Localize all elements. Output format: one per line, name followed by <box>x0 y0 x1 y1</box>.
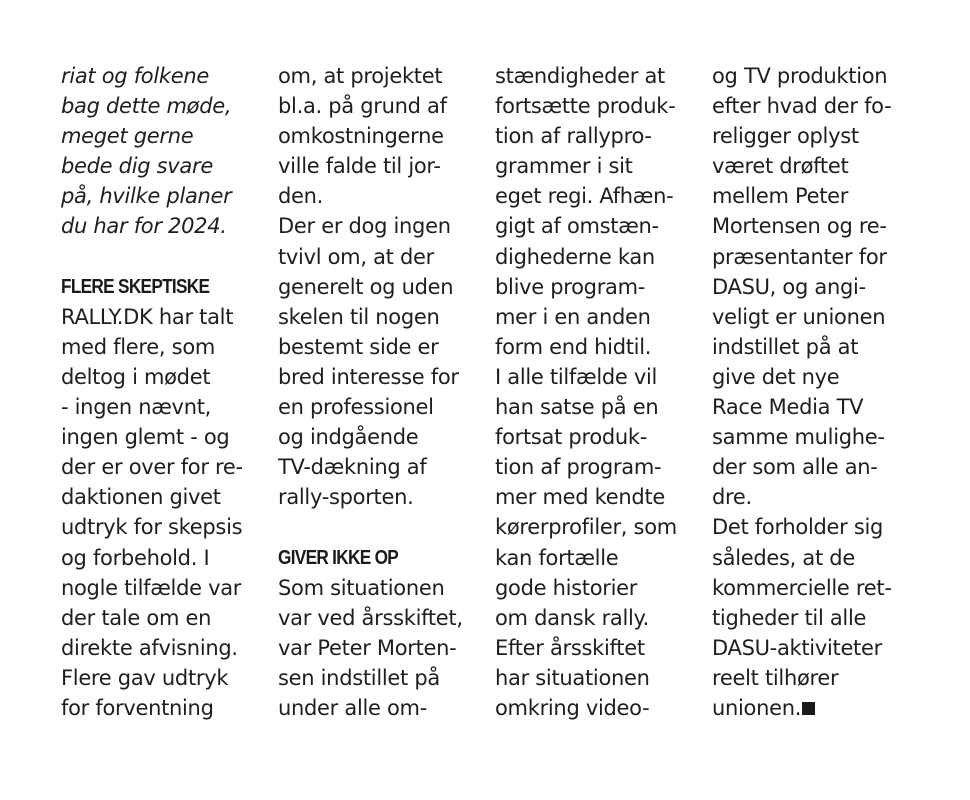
body-text-line <box>712 482 922 512</box>
body-text-line <box>712 573 922 603</box>
body-text-line <box>495 302 705 332</box>
line-text: mer med kendte <box>495 485 665 510</box>
body-text-line <box>712 362 922 392</box>
line-text: riat og folkene <box>61 64 209 88</box>
line-text: veligt er unionen <box>712 304 886 329</box>
body-text-line <box>278 181 488 211</box>
body-text-line <box>278 121 488 151</box>
body-text-line <box>278 422 488 452</box>
body-text-line <box>495 181 705 211</box>
line-text: skelen til nogen <box>278 304 440 329</box>
intro-italic-line <box>61 121 271 151</box>
line-text: kan fortælle <box>495 545 619 570</box>
line-text: omkostningerne <box>278 124 444 149</box>
body-text-line <box>61 603 271 633</box>
line-text: således, at de <box>712 545 855 570</box>
body-text-line <box>278 61 488 91</box>
body-text-line <box>278 332 488 362</box>
body-text-line <box>61 512 271 542</box>
line-text: deltog i mødet <box>61 364 211 389</box>
line-text: unionen. <box>712 695 802 720</box>
section-heading: FLERE SKEPTISKE <box>61 275 210 298</box>
body-text-line <box>61 633 271 663</box>
intro-italic-line <box>61 211 271 241</box>
line-text: tigheder til alle <box>712 605 867 630</box>
line-text: omkring video- <box>495 695 650 720</box>
body-text-line <box>61 302 271 332</box>
body-text-line <box>712 181 922 211</box>
line-text: tvivl om, at der <box>278 244 434 269</box>
line-text: dre. <box>712 485 752 510</box>
body-text-line <box>712 121 922 151</box>
line-text: med flere, som <box>61 334 216 359</box>
body-text-line <box>712 91 922 121</box>
line-text: bag dette møde, <box>61 94 232 119</box>
body-text-line <box>712 61 922 91</box>
line-text: DASU, og angi- <box>712 274 866 299</box>
line-text: RALLY.DK har talt <box>61 304 234 329</box>
body-text-line <box>712 452 922 482</box>
body-text-line <box>712 543 922 573</box>
body-text-line <box>61 663 271 693</box>
line-text: TV-dækning af <box>278 455 427 480</box>
body-text-line <box>495 91 705 121</box>
body-text-line <box>278 242 488 272</box>
line-text: bl.a. på grund af <box>278 94 447 119</box>
line-text: rally-sporten. <box>278 485 414 510</box>
body-text-line <box>712 633 922 663</box>
intro-italic-line <box>61 181 271 211</box>
line-text: form end hidtil. <box>495 334 652 359</box>
line-text: fortsat produk- <box>495 425 648 450</box>
body-text-line <box>495 633 705 663</box>
body-text-line <box>278 633 488 663</box>
body-text-line <box>61 573 271 603</box>
line-text: præsentanter for <box>712 244 887 269</box>
body-text-line <box>712 392 922 422</box>
line-text: tion af rallypro- <box>495 124 652 149</box>
body-text-line <box>495 362 705 392</box>
body-text-line <box>278 452 488 482</box>
body-text-line <box>495 543 705 573</box>
line-text: han satse på en <box>495 395 659 420</box>
line-text: Det forholder sig <box>712 515 884 540</box>
body-text-line <box>712 302 922 332</box>
body-text-line <box>278 211 488 241</box>
line-text: har situationen <box>495 665 650 690</box>
intro-italic-line <box>61 61 271 91</box>
line-text: meget gerne <box>61 124 194 149</box>
line-text: var ved årsskiftet, <box>278 605 463 630</box>
line-text: den. <box>278 184 324 209</box>
line-text: reelt tilhører <box>712 665 839 690</box>
body-text-line <box>278 693 488 723</box>
body-text-line <box>61 332 271 362</box>
article-column-3 <box>495 61 705 723</box>
body-text-line <box>495 211 705 241</box>
body-text-line <box>61 693 271 723</box>
body-text-line <box>712 693 922 723</box>
body-text-line <box>495 663 705 693</box>
body-text-line <box>495 603 705 633</box>
line-text: daktionen givet <box>61 485 221 510</box>
body-text-line <box>495 482 705 512</box>
line-text: og TV produktion <box>712 64 888 88</box>
body-text-line <box>278 573 488 603</box>
body-text-line <box>495 61 705 91</box>
line-text: stændigheder at <box>495 64 665 88</box>
body-text-line <box>495 512 705 542</box>
article-column-2 <box>278 61 488 723</box>
article-column-1 <box>61 61 271 723</box>
intro-italic-line <box>61 91 271 121</box>
line-text: bred interesse for <box>278 364 459 389</box>
line-text: samme mulighe- <box>712 425 885 450</box>
body-text-line <box>712 242 922 272</box>
line-text: Mortensen og re- <box>712 214 887 239</box>
line-text: eget regi. Afhæn- <box>495 184 674 209</box>
body-text-line <box>61 362 271 392</box>
body-text-line <box>495 693 705 723</box>
line-text: ville falde til jor- <box>278 154 441 179</box>
body-text-line <box>278 91 488 121</box>
line-text: tion af program- <box>495 455 662 480</box>
line-text: I alle tilfælde vil <box>495 364 658 389</box>
end-of-article-square-icon <box>802 702 815 715</box>
body-text-line <box>278 302 488 332</box>
body-text-line <box>278 603 488 633</box>
body-text-line <box>712 272 922 302</box>
body-text-line <box>495 121 705 151</box>
body-text-line <box>278 392 488 422</box>
line-text: der er over for re- <box>61 455 243 480</box>
line-text: nogle tilfælde var <box>61 575 242 600</box>
line-text: udtryk for skepsis <box>61 515 243 540</box>
line-text: på, hvilke planer <box>61 184 232 209</box>
section-heading: GIVER IKKE OP <box>278 546 399 569</box>
line-text: Efter årsskiftet <box>495 635 645 660</box>
line-text: blive program- <box>495 274 646 299</box>
line-text: kørerprofiler, som <box>495 515 677 540</box>
body-text-line <box>712 332 922 362</box>
article-column-4 <box>712 61 922 723</box>
line-text: om, at projektet <box>278 64 443 88</box>
line-text: generelt og uden <box>278 274 454 299</box>
body-text-line <box>278 362 488 392</box>
line-text: du har for 2024. <box>61 214 227 239</box>
line-text: indstillet på at <box>712 334 859 359</box>
line-text: bede dig svare <box>61 154 213 179</box>
line-text: om dansk rally. <box>495 605 650 630</box>
body-text-line <box>61 452 271 482</box>
line-text: fortsætte produk- <box>495 94 676 119</box>
line-text: religger oplyst <box>712 124 859 149</box>
body-text-line <box>495 242 705 272</box>
line-text: der tale om en <box>61 605 212 630</box>
body-text-line <box>278 272 488 302</box>
line-text: og forbehold. I <box>61 545 210 570</box>
line-text: give det nye <box>712 364 840 389</box>
paragraph-spacer <box>61 242 271 272</box>
line-text: Flere gav udtryk <box>61 665 229 690</box>
line-text: var Peter Morten- <box>278 635 457 660</box>
body-text-line <box>495 422 705 452</box>
body-text-line <box>495 332 705 362</box>
body-text-line <box>712 422 922 452</box>
body-text-line <box>712 603 922 633</box>
body-text-line <box>495 272 705 302</box>
line-text: Der er dog ingen <box>278 214 451 239</box>
line-text: under alle om- <box>278 695 427 720</box>
line-text: og indgående <box>278 425 419 450</box>
body-text-line <box>712 151 922 181</box>
body-text-line <box>61 392 271 422</box>
body-text-line <box>495 452 705 482</box>
body-text-line <box>61 422 271 452</box>
line-text: direkte afvisning. <box>61 635 238 660</box>
intro-italic-line <box>61 151 271 181</box>
body-text-line <box>278 482 488 512</box>
line-text: - ingen nævnt, <box>61 395 212 420</box>
body-text-line <box>61 482 271 512</box>
line-text: for forventning <box>61 695 214 720</box>
line-text: været drøftet <box>712 154 849 179</box>
body-text-line <box>712 512 922 542</box>
line-text: grammer i sit <box>495 154 633 179</box>
line-text: gigt af omstæn- <box>495 214 659 239</box>
line-text: kommercielle ret- <box>712 575 892 600</box>
body-text-line <box>495 573 705 603</box>
body-text-line <box>712 663 922 693</box>
body-text-line <box>278 663 488 693</box>
line-text: mer i en anden <box>495 304 651 329</box>
line-text: DASU-aktiviteter <box>712 635 882 660</box>
line-text: Som situationen <box>278 575 445 600</box>
line-text: bestemt side er <box>278 334 439 359</box>
line-text: der som alle an- <box>712 455 878 480</box>
line-text: Race Media TV <box>712 395 864 420</box>
line-text: ingen glemt - og <box>61 425 230 450</box>
line-text: en professionel <box>278 395 434 420</box>
line-text: mellem Peter <box>712 184 849 209</box>
body-text-line <box>495 151 705 181</box>
body-text-line <box>495 392 705 422</box>
line-text: efter hvad der fo- <box>712 94 892 119</box>
line-text: dighederne kan <box>495 244 655 269</box>
line-text: gode historier <box>495 575 638 600</box>
paragraph-spacer <box>278 512 488 542</box>
body-text-line <box>278 151 488 181</box>
line-text: sen indstillet på <box>278 665 440 690</box>
body-text-line <box>712 211 922 241</box>
body-text-line <box>61 543 271 573</box>
